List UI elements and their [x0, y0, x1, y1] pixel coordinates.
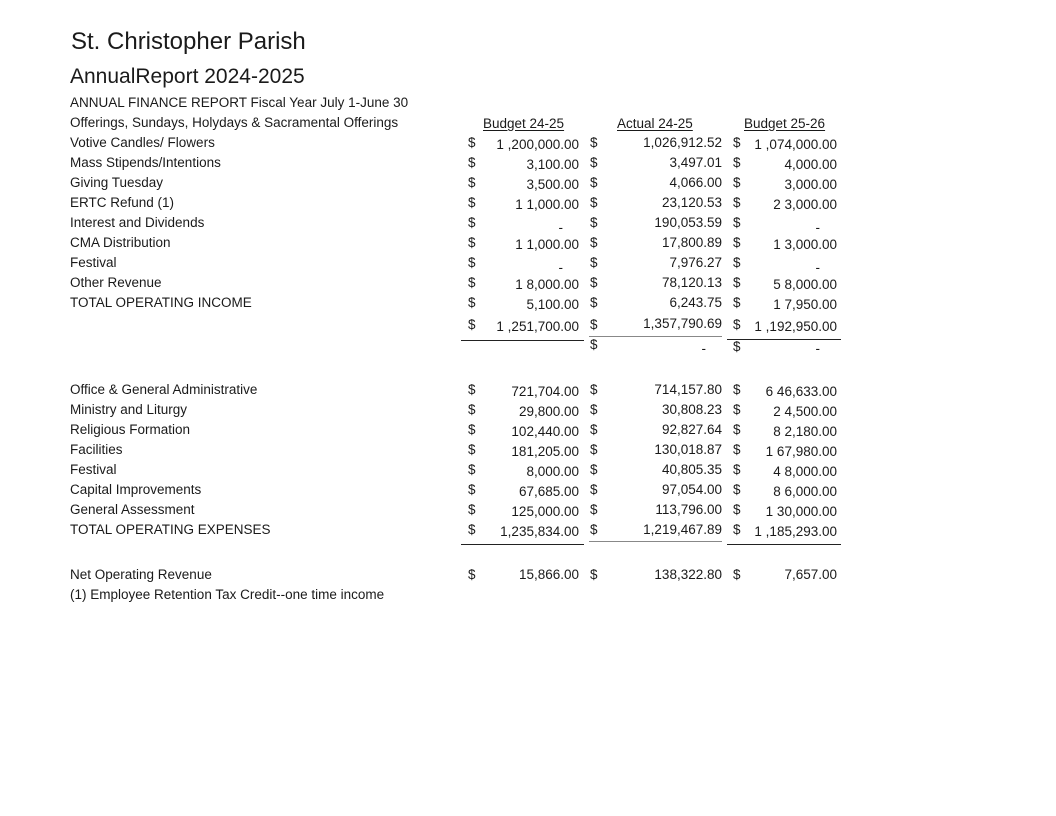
income-total-actual-24-25: 1,357,790.69	[643, 316, 722, 331]
income-label: Giving Tuesday	[70, 175, 164, 190]
currency-symbol: $	[468, 382, 476, 397]
income-label: TOTAL OPERATING INCOME	[70, 295, 252, 310]
income-budget-25-26: -	[815, 260, 820, 275]
underline-expense-total-2	[589, 541, 722, 542]
income-actual-24-25: 78,120.13	[661, 275, 722, 290]
currency-symbol: $	[733, 522, 741, 537]
income-actual-24-25: 7,976.27	[669, 255, 722, 270]
currency-symbol: $	[468, 502, 476, 517]
currency-symbol: $	[468, 402, 476, 417]
currency-symbol: $	[590, 295, 598, 310]
income-budget-24-25: 3,500.00	[526, 177, 579, 192]
income-actual-24-25: 4,066.00	[669, 175, 722, 190]
expense-label: Religious Formation	[70, 422, 191, 437]
currency-symbol: $	[590, 235, 598, 250]
income-budget-24-25: 3,100.00	[526, 157, 579, 172]
expense-budget-24-25: 67,685.00	[518, 484, 579, 499]
income-budget-24-25: -	[558, 220, 563, 235]
income-budget-24-25: 1 1,000.00	[515, 197, 579, 212]
currency-symbol: $	[468, 317, 476, 332]
expense-label: Festival	[70, 462, 117, 477]
currency-symbol: $	[468, 195, 476, 210]
currency-symbol: $	[590, 382, 598, 397]
income-total-budget-24-25: 1 ,251,700.00	[496, 319, 579, 334]
currency-symbol: $	[590, 442, 598, 457]
currency-symbol: $	[468, 442, 476, 457]
currency-symbol: $	[733, 462, 741, 477]
currency-symbol: $	[590, 482, 598, 497]
income-label: Other Revenue	[70, 275, 162, 290]
income-actual-24-25: 17,800.89	[661, 235, 722, 250]
underline-expense-total-1	[461, 544, 584, 545]
currency-symbol: $	[733, 502, 741, 517]
currency-symbol: $	[468, 155, 476, 170]
currency-symbol: $	[733, 275, 741, 290]
expense-label: Capital Improvements	[70, 482, 202, 497]
income-total-budget-25-26: 1 ,192,950.00	[754, 319, 837, 334]
report-title: AnnualReport 2024-2025	[70, 65, 305, 88]
expense-budget-25-26: 1 30,000.00	[765, 504, 837, 519]
expense-label: General Assessment	[70, 502, 195, 517]
currency-symbol: $	[733, 155, 741, 170]
currency-symbol: $	[733, 382, 741, 397]
income-label: Mass Stipends/Intentions	[70, 155, 221, 170]
currency-symbol: $	[733, 402, 741, 417]
expense-actual-24-25: 30,808.23	[661, 402, 722, 417]
currency-symbol: $	[590, 422, 598, 437]
currency-symbol: $	[468, 215, 476, 230]
income-actual-24-25: 1,026,912.52	[643, 135, 722, 150]
expense-actual-24-25: 714,157.80	[654, 382, 722, 397]
currency-symbol: $	[590, 255, 598, 270]
currency-symbol: $	[468, 422, 476, 437]
currency-symbol: $	[468, 175, 476, 190]
expense-actual-24-25: 113,796.00	[655, 502, 722, 517]
income-budget-24-25: 1 1,000.00	[515, 237, 579, 252]
income-actual-24-25: 190,053.59	[654, 215, 722, 230]
expense-actual-24-25: 40,805.35	[661, 462, 722, 477]
currency-symbol: $	[590, 522, 598, 537]
currency-symbol: $	[468, 275, 476, 290]
currency-symbol: $	[468, 255, 476, 270]
column-header-budget-25-26: Budget 25-26	[744, 116, 826, 131]
parish-name: St. Christopher Parish	[71, 28, 306, 55]
income-label: ERTC Refund (1)	[70, 195, 175, 210]
income-section-heading: Offerings, Sundays, Holydays & Sacramental Offerings	[70, 115, 399, 130]
currency-symbol: $	[733, 235, 741, 250]
income-budget-24-25: 1 ,200,000.00	[496, 137, 579, 152]
expense-budget-25-26: 4 8,000.00	[773, 464, 837, 479]
income-budget-24-25: 5,100.00	[526, 297, 579, 312]
income-extra-actual: -	[701, 341, 706, 356]
currency-symbol: $	[590, 135, 598, 150]
income-budget-25-26: 3,000.00	[784, 177, 837, 192]
expense-actual-24-25: 92,827.64	[661, 422, 722, 437]
expense-actual-24-25: 130,018.87	[654, 442, 722, 457]
income-label: Festival	[70, 255, 117, 270]
currency-symbol: $	[733, 482, 741, 497]
expense-budget-24-25: 1,235,834.00	[500, 524, 579, 539]
currency-symbol: $	[590, 175, 598, 190]
currency-symbol: $	[590, 155, 598, 170]
income-actual-24-25: 6,243.75	[669, 295, 722, 310]
expense-label: Office & General Administrative	[70, 382, 258, 397]
currency-symbol: $	[468, 135, 476, 150]
expense-budget-25-26: 2 4,500.00	[773, 404, 837, 419]
expense-label: Ministry and Liturgy	[70, 402, 188, 417]
currency-symbol: $	[733, 422, 741, 437]
income-budget-25-26: 1 7,950.00	[773, 297, 837, 312]
expense-actual-24-25: 97,054.00	[661, 482, 722, 497]
expense-budget-24-25: 29,800.00	[518, 404, 579, 419]
income-budget-25-26: 1 ,074,000.00	[754, 137, 837, 152]
income-budget-25-26: 2 3,000.00	[773, 197, 837, 212]
expense-budget-24-25: 181,205.00	[511, 444, 579, 459]
currency-symbol: $	[590, 462, 598, 477]
net-budget-25-26: 7,657.00	[784, 567, 837, 582]
income-label: Interest and Dividends	[70, 215, 205, 230]
currency-symbol: $	[733, 567, 741, 582]
currency-symbol: $	[590, 275, 598, 290]
currency-symbol: $	[590, 337, 598, 352]
currency-symbol: $	[468, 462, 476, 477]
expense-budget-25-26: 1 67,980.00	[765, 444, 837, 459]
income-actual-24-25: 3,497.01	[669, 155, 722, 170]
currency-symbol: $	[590, 317, 598, 332]
income-actual-24-25: 23,120.53	[661, 195, 722, 210]
currency-symbol: $	[468, 295, 476, 310]
income-budget-25-26: 4,000.00	[784, 157, 837, 172]
income-budget-25-26: 1 3,000.00	[773, 237, 837, 252]
expense-budget-25-26: 6 46,633.00	[765, 384, 837, 399]
expense-budget-24-25: 102,440.00	[511, 424, 579, 439]
currency-symbol: $	[590, 195, 598, 210]
income-extra-budget-25-26: -	[815, 341, 820, 356]
expense-budget-24-25: 721,704.00	[511, 384, 579, 399]
income-budget-25-26: 5 8,000.00	[773, 277, 837, 292]
currency-symbol: $	[733, 175, 741, 190]
currency-symbol: $	[733, 195, 741, 210]
currency-symbol: $	[733, 255, 741, 270]
expense-budget-25-26: 8 2,180.00	[773, 424, 837, 439]
expense-budget-25-26: 8 6,000.00	[773, 484, 837, 499]
currency-symbol: $	[468, 235, 476, 250]
expense-budget-25-26: 1 ,185,293.00	[754, 524, 837, 539]
currency-symbol: $	[590, 502, 598, 517]
fiscal-year-heading: ANNUAL FINANCE REPORT Fiscal Year July 1-June 30	[70, 95, 409, 110]
currency-symbol: $	[733, 215, 741, 230]
currency-symbol: $	[733, 295, 741, 310]
underline-income-total-2	[589, 336, 722, 337]
expense-label: TOTAL OPERATING EXPENSES	[70, 522, 271, 537]
expense-budget-24-25: 125,000.00	[511, 504, 579, 519]
expense-label: Facilities	[70, 442, 123, 457]
currency-symbol: $	[468, 522, 476, 537]
currency-symbol: $	[733, 135, 741, 150]
underline-expense-total-3	[727, 544, 841, 545]
expense-budget-24-25: 8,000.00	[526, 464, 579, 479]
currency-symbol: $	[468, 482, 476, 497]
net-label: Net Operating Revenue	[70, 567, 212, 582]
income-label: CMA Distribution	[70, 235, 171, 250]
currency-symbol: $	[733, 317, 741, 332]
footnote: (1) Employee Retention Tax Credit--one time income	[70, 587, 385, 602]
income-budget-25-26: -	[815, 220, 820, 235]
income-budget-24-25: -	[558, 260, 563, 275]
net-actual-24-25: 138,322.80	[654, 567, 722, 582]
currency-symbol: $	[733, 442, 741, 457]
column-header-budget-24-25: Budget 24-25	[483, 116, 565, 131]
currency-symbol: $	[590, 402, 598, 417]
underline-income-total-1	[461, 340, 584, 341]
column-header-actual-24-25: Actual 24-25	[617, 116, 693, 131]
currency-symbol: $	[468, 567, 476, 582]
net-budget-24-25: 15,866.00	[518, 567, 579, 582]
currency-symbol: $	[733, 339, 741, 354]
income-label: Votive Candles/ Flowers	[70, 135, 215, 150]
expense-actual-24-25: 1,219,467.89	[643, 522, 722, 537]
currency-symbol: $	[590, 567, 598, 582]
currency-symbol: $	[590, 215, 598, 230]
income-budget-24-25: 1 8,000.00	[515, 277, 579, 292]
